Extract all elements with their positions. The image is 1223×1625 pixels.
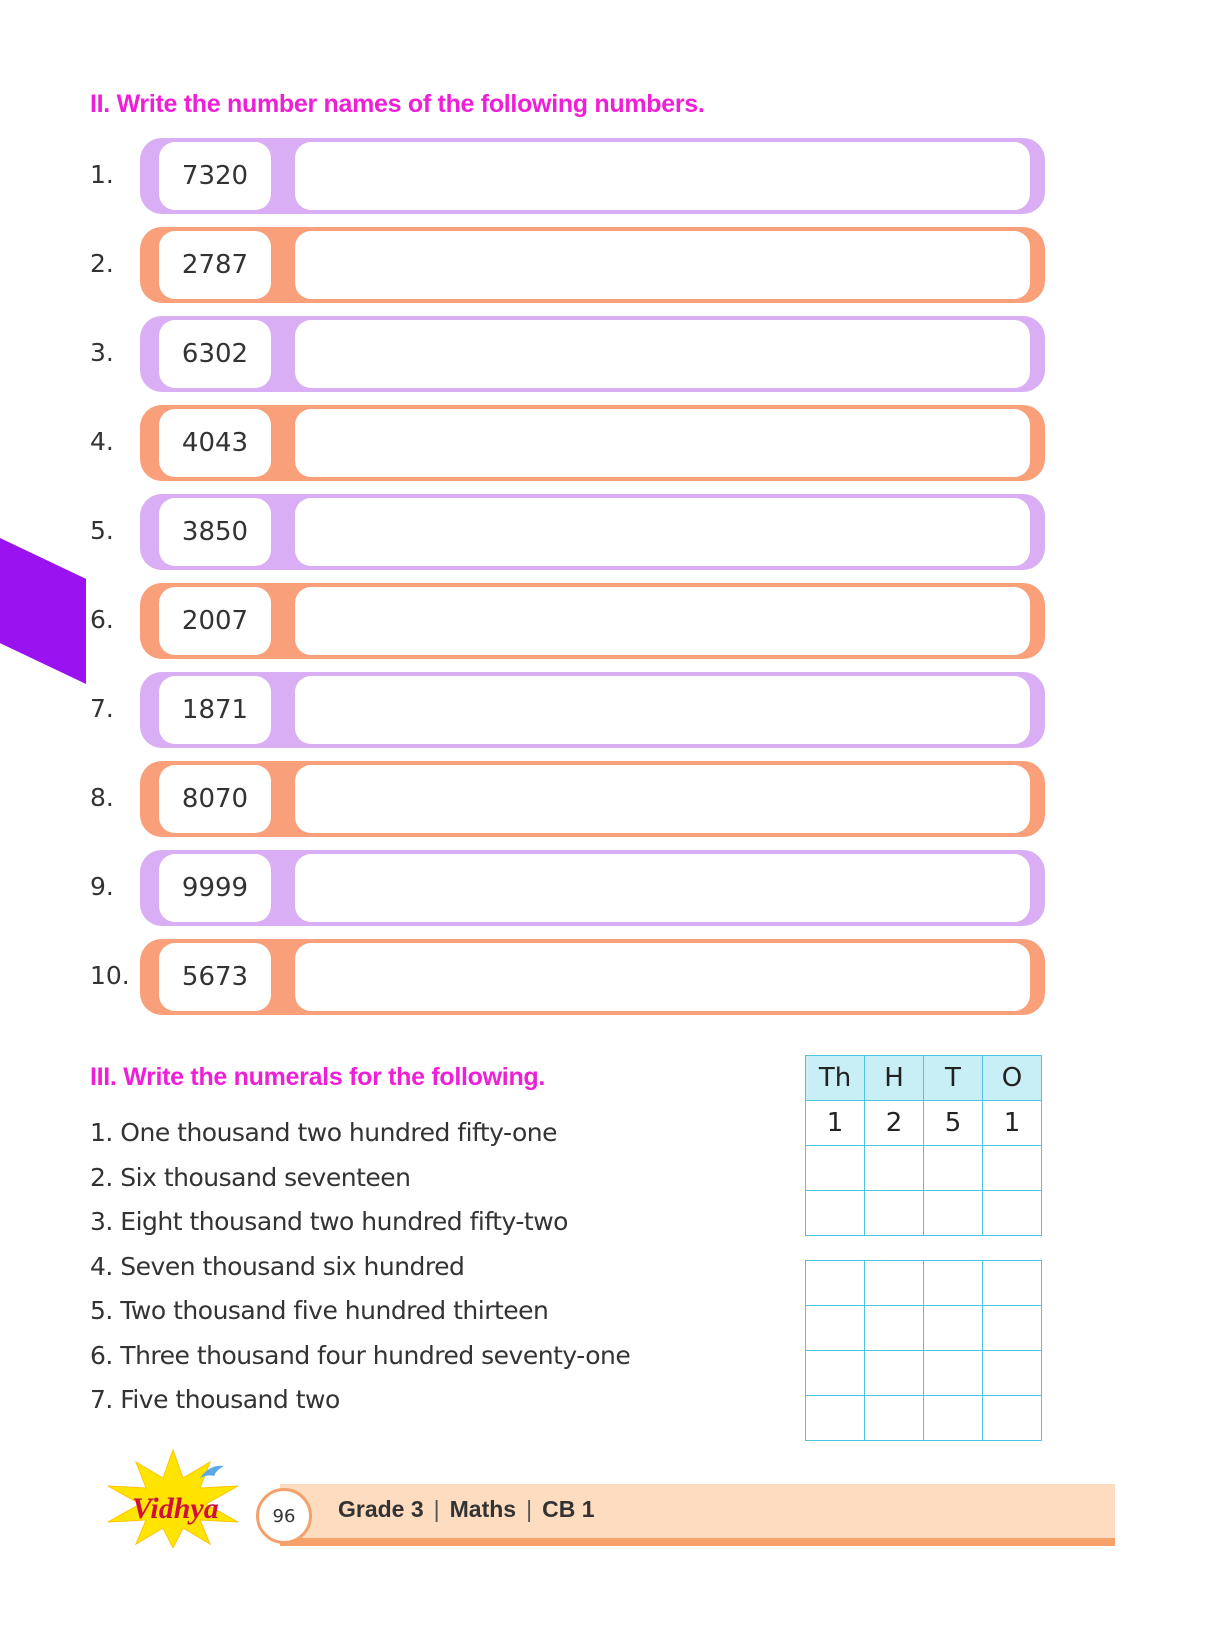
place-value-grid-bottom bbox=[805, 1260, 1042, 1441]
row-label: 7. bbox=[90, 694, 114, 723]
answer-field[interactable] bbox=[295, 142, 1030, 210]
header-tens: T bbox=[924, 1056, 983, 1101]
row-label: 9. bbox=[90, 872, 114, 901]
number-box: 7320 bbox=[159, 142, 271, 210]
footer-separator: | bbox=[526, 1496, 533, 1522]
grid-cell[interactable] bbox=[924, 1261, 983, 1306]
list-item: 3. Eight thousand two hundred fifty-two bbox=[90, 1207, 568, 1236]
grid-row bbox=[806, 1261, 1042, 1306]
row-label: 1. bbox=[90, 160, 114, 189]
grid-cell[interactable] bbox=[924, 1306, 983, 1351]
grid-cell[interactable] bbox=[983, 1306, 1042, 1351]
number-box: 1871 bbox=[159, 676, 271, 744]
number-row bbox=[90, 761, 1050, 837]
grid-cell[interactable] bbox=[983, 1261, 1042, 1306]
section-3-heading: III. Write the numerals for the following. bbox=[90, 1063, 546, 1091]
grid-row bbox=[806, 1191, 1042, 1236]
answer-field[interactable] bbox=[295, 854, 1030, 922]
row-label: 4. bbox=[90, 427, 114, 456]
grid-row bbox=[806, 1306, 1042, 1351]
grid-row bbox=[806, 1146, 1042, 1191]
grid-cell[interactable] bbox=[924, 1146, 983, 1191]
grid-cell[interactable] bbox=[806, 1306, 865, 1351]
grid-cell[interactable] bbox=[806, 1396, 865, 1441]
grid-row bbox=[806, 1396, 1042, 1441]
example-row bbox=[806, 1101, 1042, 1146]
number-row bbox=[90, 227, 1050, 303]
footer-book: CB 1 bbox=[542, 1496, 595, 1522]
number-row bbox=[90, 939, 1050, 1015]
grid-cell: 1 bbox=[983, 1101, 1042, 1146]
header-thousands: Th bbox=[806, 1056, 865, 1101]
grid-cell[interactable] bbox=[865, 1261, 924, 1306]
grid-header-row bbox=[806, 1056, 1042, 1101]
vidhya-logo bbox=[88, 1448, 258, 1548]
number-box: 6302 bbox=[159, 320, 271, 388]
footer-label bbox=[338, 1496, 594, 1523]
section-2-heading: II. Write the number names of the following numbers. bbox=[90, 90, 705, 118]
number-box: 3850 bbox=[159, 498, 271, 566]
side-tab-decoration bbox=[0, 538, 86, 684]
row-label: 3. bbox=[90, 338, 114, 367]
grid-cell[interactable] bbox=[983, 1146, 1042, 1191]
grid-cell: 1 bbox=[806, 1101, 865, 1146]
header-hundreds: H bbox=[865, 1056, 924, 1101]
grid-cell: 2 bbox=[865, 1101, 924, 1146]
grid-cell[interactable] bbox=[865, 1396, 924, 1441]
grid-cell[interactable] bbox=[924, 1396, 983, 1441]
answer-field[interactable] bbox=[295, 676, 1030, 744]
number-box: 5673 bbox=[159, 943, 271, 1011]
number-row bbox=[90, 138, 1050, 214]
answer-field[interactable] bbox=[295, 231, 1030, 299]
number-row bbox=[90, 672, 1050, 748]
answer-field[interactable] bbox=[295, 320, 1030, 388]
grid-cell[interactable] bbox=[865, 1146, 924, 1191]
list-item: 5. Two thousand five hundred thirteen bbox=[90, 1296, 549, 1325]
grid-cell[interactable] bbox=[806, 1351, 865, 1396]
footer-separator: | bbox=[433, 1496, 440, 1522]
list-item: 2. Six thousand seventeen bbox=[90, 1162, 411, 1192]
answer-field[interactable] bbox=[295, 498, 1030, 566]
numeral-questions-list bbox=[90, 1118, 630, 1430]
place-value-grid-top bbox=[805, 1055, 1042, 1236]
footer-subject: Maths bbox=[449, 1496, 517, 1522]
grid-cell[interactable] bbox=[924, 1351, 983, 1396]
number-box: 2787 bbox=[159, 231, 271, 299]
grid-cell[interactable] bbox=[924, 1191, 983, 1236]
row-label: 6. bbox=[90, 605, 114, 634]
logo-text: Vidhya bbox=[132, 1492, 219, 1525]
list-item: 4. Seven thousand six hundred bbox=[90, 1251, 465, 1281]
grid-cell[interactable] bbox=[865, 1191, 924, 1236]
grid-row bbox=[806, 1351, 1042, 1396]
number-box: 8070 bbox=[159, 765, 271, 833]
list-item: 6. Three thousand four hundred seventy-one bbox=[90, 1340, 631, 1370]
number-box: 4043 bbox=[159, 409, 271, 477]
list-item: 1. One thousand two hundred fifty-one bbox=[90, 1118, 558, 1147]
answer-field[interactable] bbox=[295, 943, 1030, 1011]
footer-grade: Grade 3 bbox=[338, 1496, 424, 1522]
header-ones: O bbox=[983, 1056, 1042, 1101]
row-label: 2. bbox=[90, 249, 114, 278]
row-label: 8. bbox=[90, 783, 114, 812]
answer-field[interactable] bbox=[295, 409, 1030, 477]
grid-cell[interactable] bbox=[806, 1191, 865, 1236]
grid-cell[interactable] bbox=[865, 1306, 924, 1351]
number-row bbox=[90, 850, 1050, 926]
number-box: 9999 bbox=[159, 854, 271, 922]
grid-cell[interactable] bbox=[983, 1191, 1042, 1236]
answer-field[interactable] bbox=[295, 587, 1030, 655]
grid-cell[interactable] bbox=[983, 1351, 1042, 1396]
number-box: 2007 bbox=[159, 587, 271, 655]
grid-cell[interactable] bbox=[983, 1396, 1042, 1441]
number-row bbox=[90, 316, 1050, 392]
number-row bbox=[90, 583, 1050, 659]
grid-cell: 5 bbox=[924, 1101, 983, 1146]
page-number: 96 bbox=[256, 1488, 312, 1544]
number-row bbox=[90, 494, 1050, 570]
row-label: 10. bbox=[90, 961, 130, 990]
row-label: 5. bbox=[90, 516, 114, 545]
grid-cell[interactable] bbox=[806, 1146, 865, 1191]
answer-field[interactable] bbox=[295, 765, 1030, 833]
number-row bbox=[90, 405, 1050, 481]
grid-cell[interactable] bbox=[806, 1261, 865, 1306]
list-item: 7. Five thousand two bbox=[90, 1385, 340, 1414]
grid-cell[interactable] bbox=[865, 1351, 924, 1396]
